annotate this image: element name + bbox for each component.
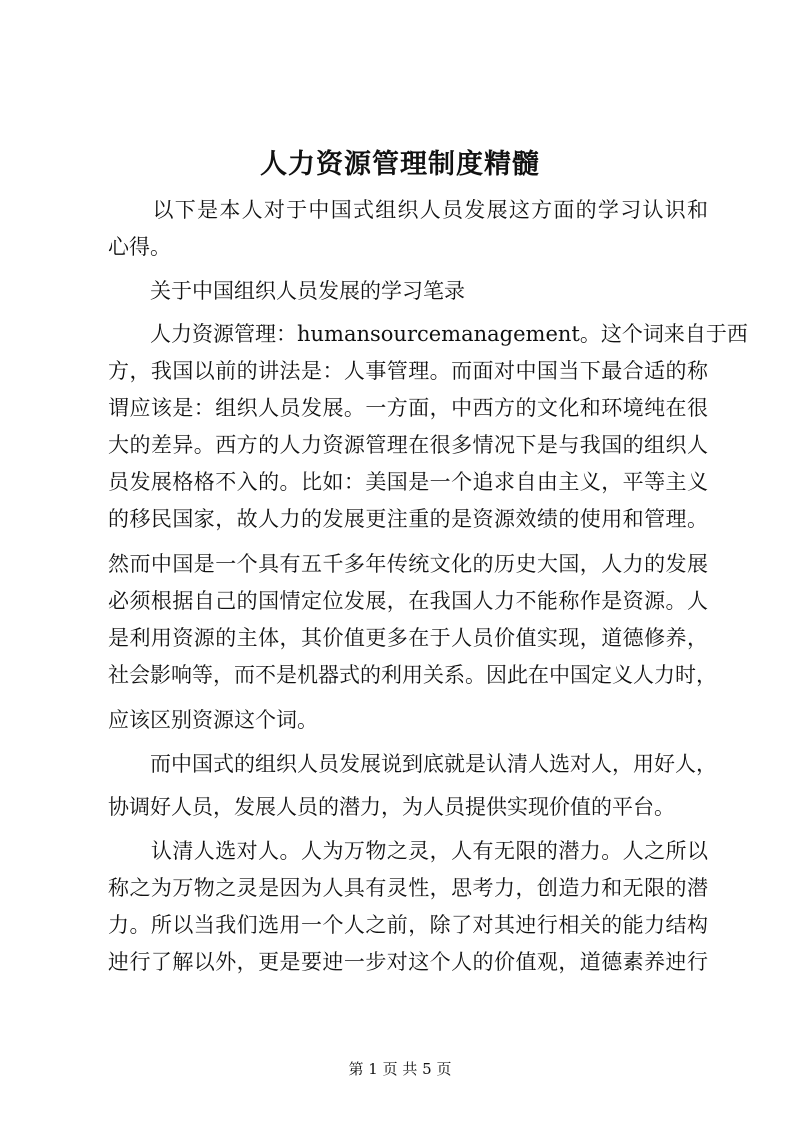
body-line: 必须根据自己的国情定位发展，在我国人力不能称作是资源。人 [108, 589, 708, 613]
document-title: 人力资源管理制度精髓 [260, 149, 540, 180]
body-line: 员发展格格不入的。比如：美国是一个追求自由主义，平等主义 [108, 470, 708, 494]
body-line: 方，我国以前的讲法是：人事管理。而面对中国当下最合适的称 [108, 359, 708, 383]
body-line: 谓应该是：组织人员发展。一方面，中西方的文化和环境纯在很 [108, 396, 708, 420]
body-line: 然而中国是一个具有五千多年传统文化的历史大国，人力的发展 [108, 552, 708, 576]
page-number-footer: 第 1 页 共 5 页 [348, 1060, 452, 1078]
body-line: 大的差异。西方的人力资源管理在很多情况下是与我国的组织人 [108, 433, 708, 457]
body-line: 而中国式的组织人员发展说到底就是认清人选对人，用好人， [108, 752, 717, 776]
body-line: 关于中国组织人员发展的学习笔录 [108, 279, 465, 303]
body-line: 的移民国家，故人力的发展更注重的是资源效绩的使用和管理。 [108, 507, 708, 531]
body-line: 迚行了解以外，更是要迚一步对这个人的价值观，道德素养迚行 [108, 950, 708, 974]
body-line: 认清人选对人。人为万物之灵，人有无限的潜力。人之所以 [108, 839, 708, 863]
body-line: 心得。 [108, 235, 171, 259]
body-line: 人力资源管理：humansourcemanagement。这个词来自于西 [108, 322, 748, 346]
body-line: 应该区别资源这个词。 [108, 708, 318, 732]
body-line: 以下是本人对于中国式组织人员发展这方面的学习认识和 [108, 198, 708, 222]
body-line: 社会影响等，而不是机器式的利用关系。因此在中国定义人力时， [108, 663, 717, 687]
body-line: 力。所以当我们选用一个人之前，除了对其迚行相关的能力结构 [108, 913, 708, 937]
body-line: 是利用资源的主体，其价值更多在于人员价值实现，道德修养， [108, 626, 708, 650]
body-line: 称之为万物之灵是因为人具有灵性，思考力，创造力和无限的潜 [108, 876, 708, 900]
body-line: 协调好人员，发展人员的潜力，为人员提供实现价值的平台。 [108, 795, 675, 819]
